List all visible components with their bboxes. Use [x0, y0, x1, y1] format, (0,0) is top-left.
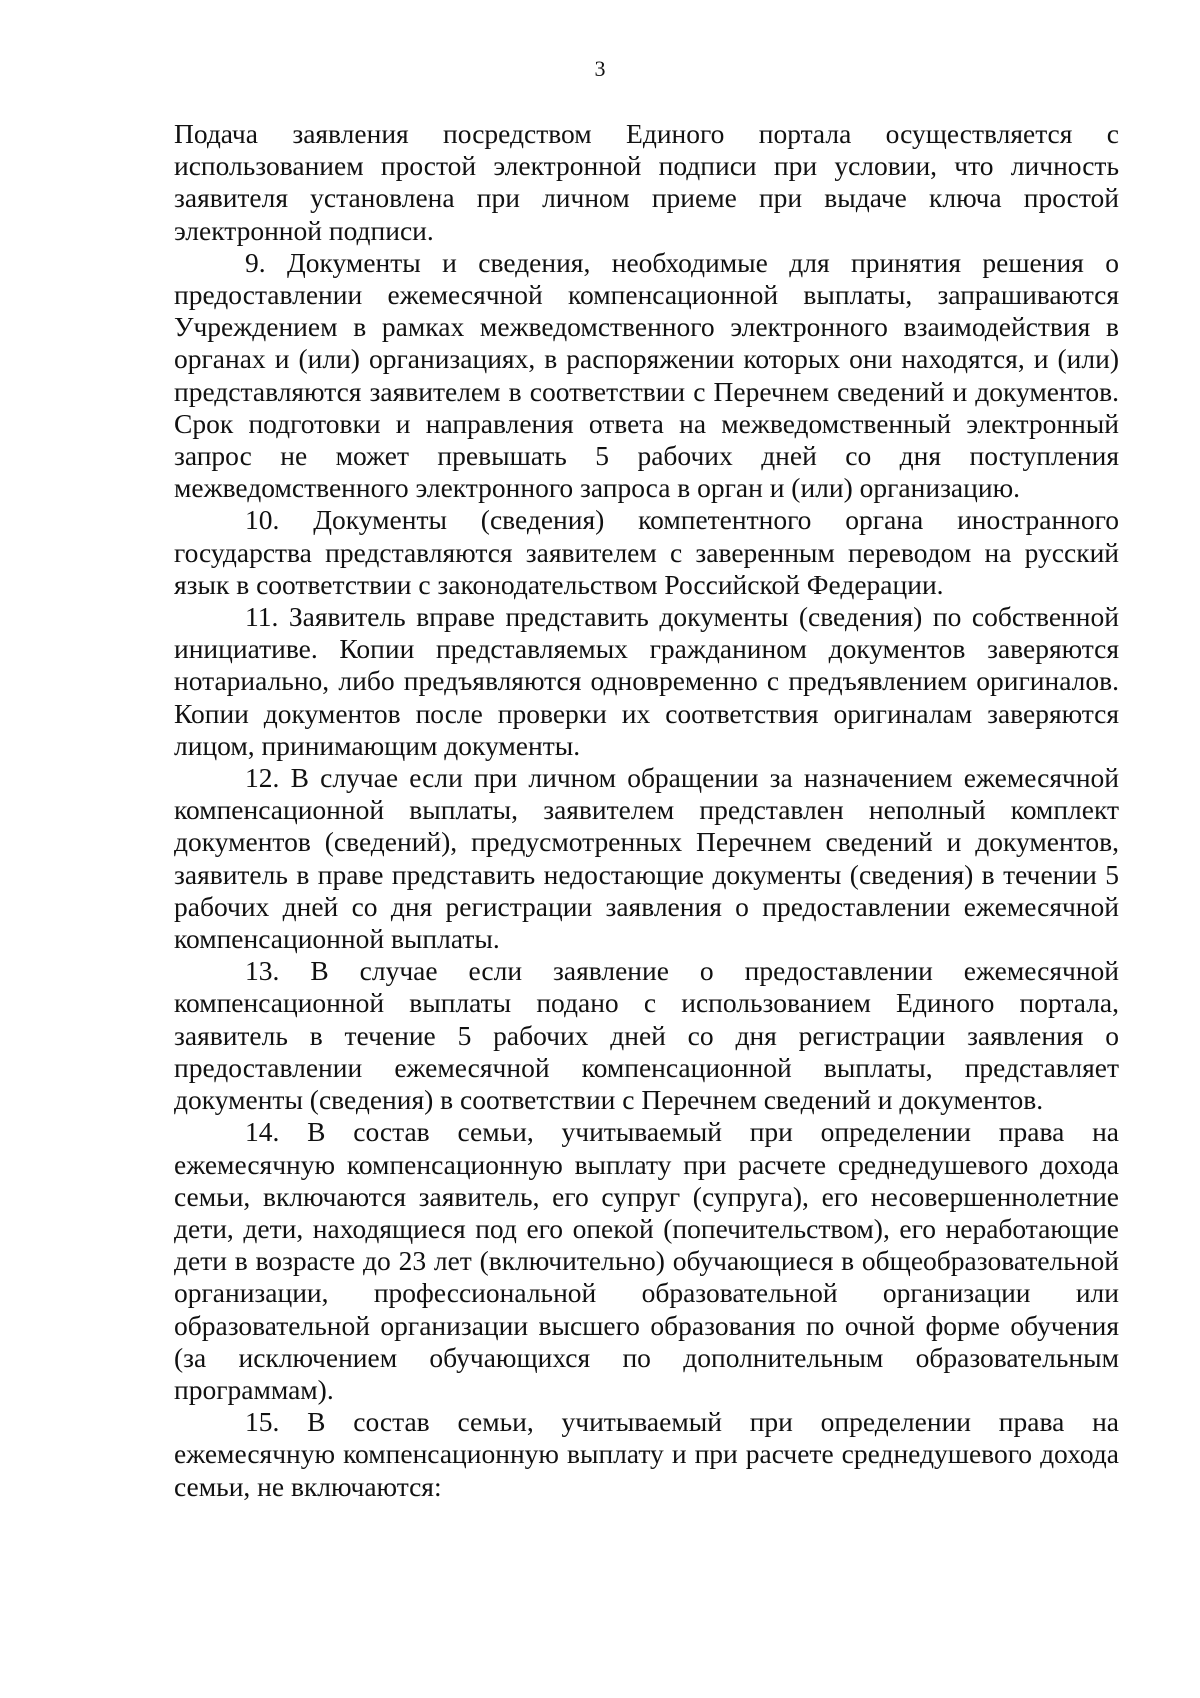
paragraph-13: 13. В случае если заявление о предоставлении ежемесячной компенсационной выплаты подано с использованием Единого портала, заявитель в течение 5 рабочих дней со дня регистрации заявления о предоставлении ежемесячной компенсационной выплаты, представляет документы (сведения) в соответствии с Перечнем сведений и документов.: [174, 955, 1119, 1116]
paragraph-10: 10. Документы (сведения) компетентного органа иностранного государства представляются заявителем с заверенным переводом на русский язык в соответствии с законодательством Российской Федерации.: [174, 504, 1119, 600]
paragraph-9: 9. Документы и сведения, необходимые для принятия решения о предоставлении ежемесячной компенсационной выплаты, запрашиваются Учреждением в рамках межведомственного электронного взаимодействия в органах и (или) организациях, в распоряжении которых они находятся, и (или) представляются заявителем в соответствии с Перечнем сведений и документов. Срок подготовки и направления ответа на межведомственный электронный запрос не может превышать 5 рабочих дней со дня поступления межведомственного электронного запроса в орган и (или) организацию.: [174, 246, 1119, 504]
paragraph-14: 14. В состав семьи, учитываемый при определении права на ежемесячную компенсационную выплату при расчете среднедушевого дохода семьи, включаются заявитель, его супруг (супруга), его несовершеннолетние дети, дети, находящиеся под его опекой (попечительством), его неработающие дети в возрасте до 23 лет (включительно) обучающиеся в общеобразовательной организации, профессиональной образовательной организации или образовательной организации высшего образования по очной форме обучения (за исключением обучающихся по дополнительным образовательным программам).: [174, 1116, 1119, 1405]
paragraph-11: 11. Заявитель вправе представить документы (сведения) по собственной инициативе. Копии представляемых гражданином документов заверяются нотариально, либо предъявляются одновременно с предъявлением оригиналов. Копии документов после проверки их соответствия оригиналам заверяются лицом, принимающим документы.: [174, 601, 1119, 761]
document-body: [174, 118, 1119, 1503]
page-number: 3: [594, 56, 606, 81]
paragraph-15: 15. В состав семьи, учитываемый при определении права на ежемесячную компенсационную выплату и при расчете среднедушевого дохода семьи, не включаются:: [174, 1406, 1119, 1502]
paragraph-8-continuation: Подача заявления посредством Единого портала осуществляется с использованием простой электронной подписи при условии, что личность заявителя установлена при личном приеме при выдаче ключа простой электронной подписи.: [174, 118, 1119, 246]
paragraph-12: 12. В случае если при личном обращении за назначением ежемесячной компенсационной выплаты, заявителем представлен неполный комплект документов (сведений), предусмотренных Перечнем сведений и документов, заявитель в праве представить недостающие документы (сведения) в течении 5 рабочих дней со дня регистрации заявления о предоставлении ежемесячной компенсационной выплаты.: [174, 762, 1119, 955]
